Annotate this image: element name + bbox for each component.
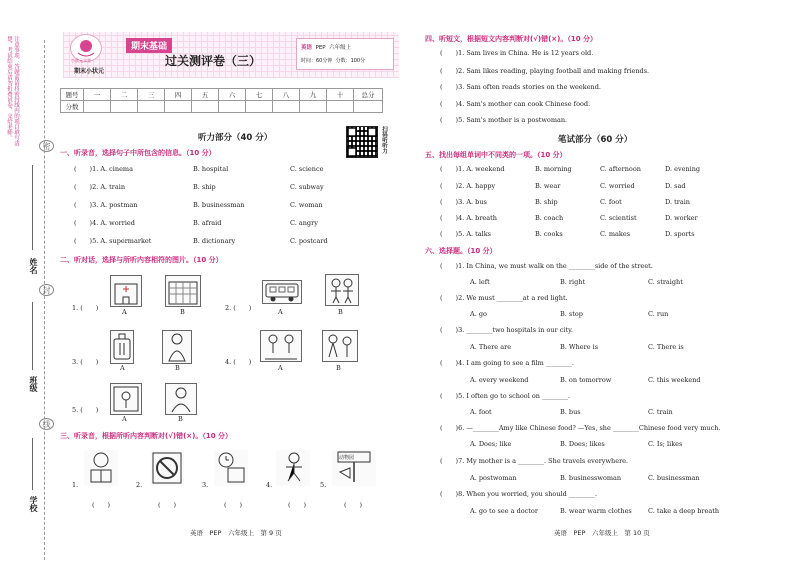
score-cell: 总分 [354, 89, 383, 101]
s5-q4: ( )4. A. breath [440, 214, 497, 222]
name-label: 姓名 [29, 258, 38, 274]
score-input[interactable] [138, 101, 165, 113]
s3-answer-1[interactable]: ( ) [92, 501, 111, 509]
score-cell: 分数 [61, 101, 84, 113]
s3-item-5: 5. [320, 481, 327, 489]
zoo-sign-text: 动物园 [339, 455, 355, 461]
building-icon [166, 276, 200, 306]
score-cell: 题号 [61, 89, 84, 101]
grandma-icon [163, 331, 191, 363]
s3-answer-3[interactable]: ( ) [224, 501, 243, 509]
children-picture[interactable] [325, 274, 359, 306]
s6-q8: ( )8. When you worried, you should ________. [440, 490, 597, 498]
subject-box [296, 38, 394, 70]
score-input[interactable] [219, 101, 246, 113]
s6-q6-a[interactable]: A. Does; like [470, 440, 512, 448]
edition: PEP [315, 45, 326, 51]
seal-char-2: 封 [39, 284, 54, 296]
exam-time: 时间：60分钟 [301, 58, 333, 64]
s6-q2-c[interactable]: C. run [648, 310, 669, 318]
s6-q1: ( )1. In China, we must walk on the ________side of the street. [440, 262, 653, 270]
s6-q5-c[interactable]: C. train [648, 408, 673, 416]
window-picture[interactable] [110, 383, 142, 415]
s5-q1-d[interactable]: D. evening [665, 165, 701, 173]
s5-q5-b[interactable]: B. cooks [535, 230, 563, 238]
bus-icon [263, 281, 301, 303]
s6-q4-b[interactable]: B. on tomorrow [560, 376, 612, 384]
s2-q5-label-b: B [178, 415, 183, 423]
s6-q4: ( )4. I am going to see a film ________. [440, 359, 574, 367]
s5-q2-d[interactable]: D. sad [665, 182, 686, 190]
q4-option-c[interactable]: C. angry [290, 219, 318, 227]
brand-bottom: 期末小状元 [74, 68, 105, 75]
score-input[interactable] [300, 101, 327, 113]
people-icon [261, 331, 301, 361]
footer-left: 英语 PEP 六年级上 第 9 页 [190, 529, 282, 537]
class-line[interactable] [32, 302, 33, 370]
building-picture[interactable] [165, 275, 201, 307]
q1-stem: ( )1. A. cinema [74, 165, 133, 173]
binding-spine [0, 0, 52, 566]
q3-stem: ( )3. A. postman [74, 201, 138, 209]
s6-q2: ( )2. We must ________at a red light. [440, 294, 568, 302]
person-icon [166, 384, 196, 414]
s6-q5-a[interactable]: A. foot [470, 408, 492, 416]
s2-q3-label-a: A [120, 364, 125, 372]
score-table-row [61, 101, 383, 113]
s5-q4-b[interactable]: B. coach [535, 214, 564, 222]
s5-q1-b[interactable]: B. morning [535, 165, 572, 173]
hospital-icon [111, 276, 141, 306]
seal-char-1: 密 [39, 140, 54, 152]
score-input[interactable] [273, 101, 300, 113]
q2-stem: ( )2. A. train [74, 183, 126, 191]
s2-q1-label-b: B [180, 308, 185, 316]
score-input[interactable] [165, 101, 192, 113]
school-label: 学校 [29, 496, 38, 512]
q5-option-c[interactable]: C. postcard [290, 237, 328, 245]
clock-picture [214, 450, 248, 486]
s5-q5-c[interactable]: C. makes [600, 230, 631, 238]
s6-q5-b[interactable]: B. bus [560, 408, 581, 416]
s6-q5: ( )5. I often go to school on ________. [440, 392, 571, 400]
s5-q4-d[interactable]: D. worker [665, 214, 698, 222]
brand-top: 期末基础 [126, 38, 172, 53]
s2-q3: 3. ( ) [72, 358, 99, 366]
score-input[interactable] [246, 101, 273, 113]
s4-row-3[interactable]: ( )3. Sam often reads stories on the weekend. [440, 83, 601, 91]
s2-q1: 1. ( ) [72, 304, 99, 312]
q5-stem: ( )5. A. supermarket [74, 237, 152, 245]
s2-q3-label-b: B [175, 364, 180, 372]
grandma-picture[interactable] [162, 330, 192, 364]
suitcase-picture[interactable] [110, 330, 134, 364]
s5-q3-d[interactable]: D. train [665, 198, 690, 206]
score-table-row [61, 89, 383, 101]
s6-q6: ( )6. —________Amy like Chinese food? —Yes, she ________Chinese food very much. [440, 424, 721, 432]
subject-label [301, 43, 351, 51]
s5-q4-c[interactable]: C. scientist [600, 214, 637, 222]
s3-item-1: 1. [72, 481, 79, 489]
q2-option-b[interactable]: B. ship [193, 183, 216, 191]
s2-q4-label-b: B [336, 364, 341, 372]
s5-q3: ( )3. A. bus [440, 198, 487, 206]
q4-stem: ( )4. A. worried [74, 219, 135, 227]
score-cell: 五 [192, 89, 219, 101]
window-icon [111, 384, 141, 414]
section-1-title: 一、听录音，选择句子中所包含的信息。（10 分） [60, 149, 216, 157]
s4-row-1[interactable]: ( )1. Sam lives in China. He is 12 years old. [440, 49, 594, 57]
s6-q1-c[interactable]: C. straight [648, 278, 683, 286]
section-6-title: 六、选择题。（10 分） [425, 247, 497, 255]
score-cell: 四 [165, 89, 192, 101]
score-cell: 二 [111, 89, 138, 101]
s2-q2-label-a: A [278, 308, 283, 316]
skating-picture [276, 450, 310, 486]
s6-q2-b[interactable]: B. stop [560, 310, 583, 318]
footer-right: 英语 PEP 六年级上 第 10 页 [554, 529, 650, 537]
s5-q5-d[interactable]: D. sports [665, 230, 695, 238]
spine-note: 注意事项：答题前请将密封线内的项目填写清楚，考试结束后请勿折叠试卷，交给老师。 [6, 36, 19, 146]
score-table [60, 88, 383, 113]
s6-q8-b[interactable]: B. wear warm clothes [560, 507, 632, 515]
s5-q5: ( )5. A. talks [440, 230, 492, 238]
section-2-title: 二、听对话，选择与所听内容相符的图片。（10 分） [60, 256, 223, 264]
s6-q4-c[interactable]: C. this weekend [648, 376, 701, 384]
name-line[interactable] [32, 165, 33, 250]
qr-label: 扫码听听力 [381, 126, 387, 154]
s6-q3: ( )3. ________two hospitals in our city. [440, 326, 573, 334]
listening-heading: 听力部分（40 分） [198, 133, 273, 143]
s6-q3-b[interactable]: B. Where is [560, 343, 599, 351]
s5-q2: ( )2. A. happy [440, 182, 496, 190]
score-cell: 三 [138, 89, 165, 101]
q4-option-b[interactable]: B. afraid [193, 219, 222, 227]
s6-q7-b[interactable]: B. businesswoman [560, 474, 622, 482]
s6-q7: ( )7. My mother is a ________. She travels everywhere. [440, 457, 629, 465]
score-input[interactable] [192, 101, 219, 113]
s4-row-4[interactable]: ( )4. Sam's mother can cook Chinese food. [440, 100, 591, 108]
seal-char-3: 线 [39, 418, 54, 430]
kids-playing-picture[interactable] [322, 330, 358, 362]
s5-q1-c[interactable]: C. afternoon [600, 165, 641, 173]
section-5-title: 五、找出每组单词中不同类的一项。（10 分） [425, 151, 567, 159]
s2-q2: 2. ( ) [225, 304, 252, 312]
s5-q2-c[interactable]: C. worried [600, 182, 635, 190]
s5-q2-b[interactable]: B. wear [535, 182, 561, 190]
exam-score: 分数：100分 [335, 58, 366, 64]
children-icon [326, 275, 358, 305]
score-cell: 九 [300, 89, 327, 101]
score-input[interactable] [84, 101, 111, 113]
score-input[interactable] [111, 101, 138, 113]
q2-option-c[interactable]: C. subway [290, 183, 324, 191]
s5-q3-c[interactable]: C. foot [600, 198, 622, 206]
s6-q7-a[interactable]: A. postwoman [470, 474, 517, 482]
s6-q2-a[interactable]: A. go [470, 310, 487, 318]
qr-icon [347, 127, 377, 157]
s2-q1-label-a: A [122, 308, 127, 316]
no-sign-picture [150, 450, 184, 486]
school-line[interactable] [32, 438, 33, 490]
bus-picture[interactable] [262, 280, 302, 304]
s6-q4-a[interactable]: A. every weekend [470, 376, 529, 384]
s2-q5-label-a: A [122, 415, 127, 423]
grade: 六年级上 [329, 45, 352, 51]
s3-answer-4[interactable]: ( ) [288, 501, 307, 509]
logo-caption: 小状元学堂 [71, 58, 91, 63]
s3-item-2: 2. [136, 481, 143, 489]
s6-q7-c[interactable]: C. businessman [648, 474, 700, 482]
score-cell: 八 [273, 89, 300, 101]
s6-q3-c[interactable]: C. There is [648, 343, 684, 351]
score-input[interactable] [354, 101, 383, 113]
score-cell: 六 [219, 89, 246, 101]
reading-boy-icon [84, 450, 118, 486]
suitcase-icon [111, 331, 133, 363]
qr-code[interactable] [346, 126, 378, 158]
s6-q8-a[interactable]: A. go to see a doctor [470, 507, 538, 515]
s2-q2-label-b: B [338, 308, 343, 316]
s6-q1-b[interactable]: B. right [560, 278, 586, 286]
s6-q1-a[interactable]: A. left [470, 278, 490, 286]
score-input[interactable] [327, 101, 354, 113]
kids-icon [323, 331, 357, 361]
q1-option-c[interactable]: C. science [290, 165, 324, 173]
s6-q3-a[interactable]: A. There are [470, 343, 512, 351]
s6-q6-b[interactable]: B. Does; likes [560, 440, 605, 448]
hospital-picture[interactable] [110, 275, 142, 307]
q5-option-b[interactable]: B. dictionary [193, 237, 236, 245]
s2-q5: 5. ( ) [72, 406, 99, 414]
score-cell: 一 [84, 89, 111, 101]
s5-q3-b[interactable]: B. ship [535, 198, 558, 206]
s3-item-3: 3. [202, 481, 209, 489]
section-3-title: 三、听录音，根据所听内容判断对(√)错(×)。（10 分） [60, 432, 233, 440]
section-4-title: 四、听短文，根据短文内容判断对(√)错(×)。（10 分） [425, 35, 598, 43]
score-cell: 七 [246, 89, 273, 101]
reading-boy-picture [84, 450, 118, 486]
skater-icon [276, 450, 310, 486]
clock-icon [214, 450, 248, 486]
written-heading: 笔试部分（60 分） [558, 135, 633, 145]
s4-row-5[interactable]: ( )5. Sam's mother is a postwoman. [440, 116, 568, 124]
s4-row-2[interactable]: ( )2. Sam likes reading, playing football and making friends. [440, 67, 650, 75]
q3-option-c[interactable]: C. woman [290, 201, 323, 209]
person-picture[interactable] [165, 383, 197, 415]
s3-answer-2[interactable]: ( ) [158, 501, 177, 509]
s3-item-4: 4. [266, 481, 273, 489]
time-score [301, 57, 365, 64]
class-label: 班级 [29, 376, 38, 392]
s2-q4-label-a: A [278, 364, 283, 372]
s6-q6-c[interactable]: C. Is; likes [648, 440, 683, 448]
people-talking-picture[interactable] [260, 330, 302, 362]
s5-q1: ( )1. A. weekend [440, 165, 505, 173]
dash-line [44, 40, 45, 560]
subject-name: 英语 [301, 45, 313, 51]
s2-q4: 4. ( ) [225, 358, 252, 366]
q1-option-b[interactable]: B. hospital [193, 165, 229, 173]
exam-title: 过关测评卷（三） [165, 54, 262, 68]
s6-q8-c[interactable]: C. take a deep breath [648, 507, 720, 515]
score-cell: 十 [327, 89, 354, 101]
s3-answer-5[interactable]: ( ) [344, 501, 363, 509]
q3-option-b[interactable]: B. businessman [193, 201, 245, 209]
no-entry-icon [150, 450, 184, 486]
